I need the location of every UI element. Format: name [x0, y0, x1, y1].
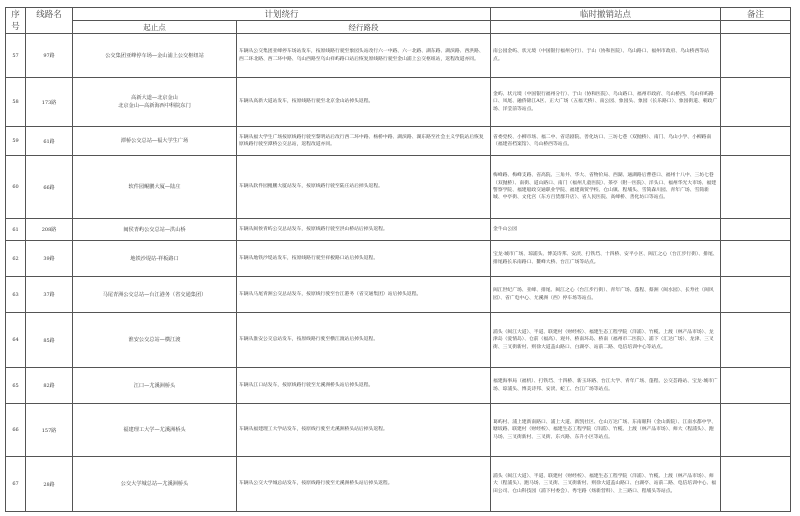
cell-line: 208路 [26, 219, 73, 241]
cell-route: 车辆从软件园鲲鹏大厦站发车，按原线路行驶至陆庄站后掉头返程。 [237, 156, 491, 219]
table-row [6, 313, 791, 368]
table-row [6, 368, 791, 404]
header-remarks-sub [721, 21, 791, 34]
cell-origin-dest: 高新大道—北京金山 北京金山—高新海西中科院东门 [73, 78, 237, 127]
header-cancelled-stops-sub [491, 21, 721, 34]
cell-remarks [721, 404, 791, 457]
cell-seq: 62 [6, 241, 26, 277]
cell-line: 66路 [26, 156, 73, 219]
cell-origin-dest: 地铁沙堤站-祥板路口 [73, 241, 237, 277]
cell-seq: 59 [6, 127, 26, 156]
cell-route: 车辆从闽侯青屿公交总站发车，按原线路行驶至洪山桥站后掉头返程。 [237, 219, 491, 241]
cell-line: 85路 [26, 313, 73, 368]
table-row [6, 219, 791, 241]
cell-origin-dest: 江口—尤溪洲桥头 [73, 368, 237, 404]
cell-cancelled-stops: 金屿、状元境（中国银行福州分行）、于山（协和医院）、乌山路口、福州市政府、乌山桥西、乌山祥屿路口、凤尾、融侨锦江A区、正大广场（五福天桥）、南公园、象园头、象园（长乐路口）、象园街道、朝政广场、洋莹前等站点。 [491, 78, 721, 127]
cell-remarks [721, 219, 791, 241]
cell-seq: 66 [6, 404, 26, 457]
header-route: 经行路段 [237, 21, 491, 34]
cell-route: 车辆从地铁沙堤站发车，按原线路行驶至祥板路口站后掉头返程。 [237, 241, 491, 277]
cell-remarks [721, 34, 791, 78]
table-row [6, 34, 791, 78]
cell-route: 车辆从马尾青洲公交总站发车，按原线行驶至台江港务（省交通集团）站后掉头返程。 [237, 277, 491, 313]
cell-remarks [721, 241, 791, 277]
cell-line: 61路 [26, 127, 73, 156]
cell-origin-dest: 软件园鲲鹏大厦—陆庄 [73, 156, 237, 219]
cell-remarks [721, 457, 791, 512]
cell-origin-dest: 公交集团亚峰停车场—金山浦上公交枢纽站 [73, 34, 237, 78]
cell-line: 97路 [26, 34, 73, 78]
cell-cancelled-stops: 梅峰路、梅峰支路、省高院、三角井、华大、省物价局、西湖、通湖路后曹巷口、福州十八中、三坊七巷（双抛桥）、南街、道山路口、南门（福州儿童医院）、茶亭（附一医院）、洋头口、福州华光大市场、福建警察学院、福建船政交通职业学院、福建商贸学校、仓山镇、程埔头、雪筒森川园、青年广场、雪筒新城、中亭街、文化宫（东方百货群升店）、省人民医院、高峰桥、善化坊口等站点。 [491, 156, 721, 219]
cell-cancelled-stops: 浦头（闽江大道）、半道、联建村（财经校）、福建生态工程学院（洋浦）、竹榄、上渡（林产品市场）、师大（程浦头）、跑马场、三叉街、三叉街新村、则徐大道盖山路口、白湖亭、站前二路、电信培训中心、福田公司、仓山科技园（浦下村委会）、秀宅路（炀新营料）、上三路口、程埔头等站点。 [491, 457, 721, 512]
cell-seq: 57 [6, 34, 26, 78]
header-cancelled-stops: 临时撤销站点 [491, 8, 721, 21]
cell-seq: 65 [6, 368, 26, 404]
cell-remarks [721, 156, 791, 219]
cell-remarks [721, 368, 791, 404]
header-seq: 序号 [6, 8, 26, 34]
cell-origin-dest: 福建理工大学—尤溪洲桥头 [73, 404, 237, 457]
cell-seq: 61 [6, 219, 26, 241]
table-row [6, 156, 791, 219]
cell-cancelled-stops: 福建海事局（福机）、打铁垱、十四桥、新玉环路、台江大学、青年广场、蓬程、公交荟路站、宝龙·城市广场、琼浦头、博美诗邦、安淡、蛇工、台江广场等站点。 [491, 368, 721, 404]
cell-line: 157路 [26, 404, 73, 457]
table-row [6, 127, 791, 156]
cell-route: 车辆从公交集团亚峰停车场站发车，按原线路行驶至象园头站改行六一中路、六一北路、湖东路、湖滨路、西洪路、西二环北路、西二环中路、乌山西路至乌山祥屿路口站后恢复原线路行驶至金山浦上公交枢纽站，返程改道亦同。 [237, 34, 491, 78]
header-remarks: 备注 [721, 8, 791, 21]
header-row-1 [6, 8, 791, 21]
cell-origin-dest: 淮安公交总站—横江渡 [73, 313, 237, 368]
table-row [6, 404, 791, 457]
cell-route: 车辆从淮安公交总站发车，按原线路行驶至横江渡站后掉头返程。 [237, 313, 491, 368]
cell-origin-dest: 潭桥公交总站—福大学生广场 [73, 127, 237, 156]
table-row [6, 78, 791, 127]
header-plan: 计划绕行 [73, 8, 491, 21]
cell-cancelled-stops: 宝龙·城市广场、琼浦头、博美诗邦、安淡、打铁垱、十四桥、安平小区、闽江之心（台江步行街）、排尾、排尾路长乐南路口、鳌峰大桥、台江广场等站点。 [491, 241, 721, 277]
cell-remarks [721, 78, 791, 127]
table-row [6, 241, 791, 277]
cell-line: 82路 [26, 368, 73, 404]
cell-line: 173路 [26, 78, 73, 127]
cell-cancelled-stops: 金牛山公园 [491, 219, 721, 241]
cell-seq: 63 [6, 277, 26, 313]
header-line: 线路名 [26, 8, 73, 34]
header-origin-dest: 起止点 [73, 21, 237, 34]
cell-route: 车辆从福建理工大学站发车，按原线行驶至尤溪洲桥头站后掉头返程。 [237, 404, 491, 457]
cell-origin-dest: 马尾青洲公交总站—台江港务（省交通集团） [73, 277, 237, 313]
table-row [6, 277, 791, 313]
cell-remarks [721, 127, 791, 156]
detour-schedule-table [5, 7, 791, 512]
cell-cancelled-stops: 闽江世纪广场、亚峰、排尾、闽江之心（台江步行街）、青年广场、蓬程、蔡洲（闽水园）、长寿社（闽风园）、省广电中心、尤溪洲（西）停车场等站点。 [491, 277, 721, 313]
cell-origin-dest: 公交大学城总站—尤溪洲桥头 [73, 457, 237, 512]
cell-seq: 64 [6, 313, 26, 368]
cell-cancelled-stops: 浦头（闽江大道）、半道、联建村（财经校）、福建生态工程学院（洋浦）、竹榄、上渡（林产品市场）、龙津岛（爱情岛）、仓前（福高）、观井、桥南环岛、桥南（福州市二医院）、浦下（汇达广场）、龙津、三叉街、三叉街新村、则徐大道盖山路口、白湖亭、站前二路、电信培训中心等站点。 [491, 313, 721, 368]
cell-line: 37路 [26, 277, 73, 313]
table-row [6, 457, 791, 512]
cell-remarks [721, 313, 791, 368]
cell-cancelled-stops: 南公园金屿、状元境（中国银行福州分行）、于山（协和医院）、乌山路口、福州市政府、乌山桥西等站点。 [491, 34, 721, 78]
cell-line: 39路 [26, 241, 73, 277]
cell-seq: 67 [6, 457, 26, 512]
cell-remarks [721, 277, 791, 313]
header-row-2 [6, 21, 791, 34]
cell-origin-dest: 闽侯青屿公交总站—洪山桥 [73, 219, 237, 241]
cell-route: 车辆从江口站发车，按原线路行驶至尤溪洲桥头站后掉头返程。 [237, 368, 491, 404]
cell-route: 车辆从公交大学城总站发车，按原线路行驶至尤溪洲桥头站后掉头返程。 [237, 457, 491, 512]
cell-route: 车辆从福大学生广场按原线路行驶至黎明站后改行西二环中路、杨桥中路、湖滨路、湖东路至社会主义学院站后恢复原线路行驶至潭桥公交总站，返程改道亦同。 [237, 127, 491, 156]
cell-cancelled-stops: 省委党校、小柳市场、福二中、省话剧院、善化坊口、三坊七巷（双抛桥）、南门、乌山小学、小柳路南（福建省档案馆）、乌山桥西等站点。 [491, 127, 721, 156]
cell-line: 28路 [26, 457, 73, 512]
cell-route: 车辆从高新大道站发车，按原线路行驶至北京金山站掉头返程。 [237, 78, 491, 127]
cell-seq: 58 [6, 78, 26, 127]
cell-cancelled-stops: 葛屿村、浦上建新南路口、浦上大道、新凯社区、仓山万达广场、东南眼科（金山新院）、江南水都中学、塘坂路、联建村（财经校）、福建生态工程学院（洋浦）、竹榄、上渡（林产品市场）、师大（程浦头）、跑马场、三叉街新村、三叉街、东兴路、东升小区等站点。 [491, 404, 721, 457]
cell-seq: 60 [6, 156, 26, 219]
